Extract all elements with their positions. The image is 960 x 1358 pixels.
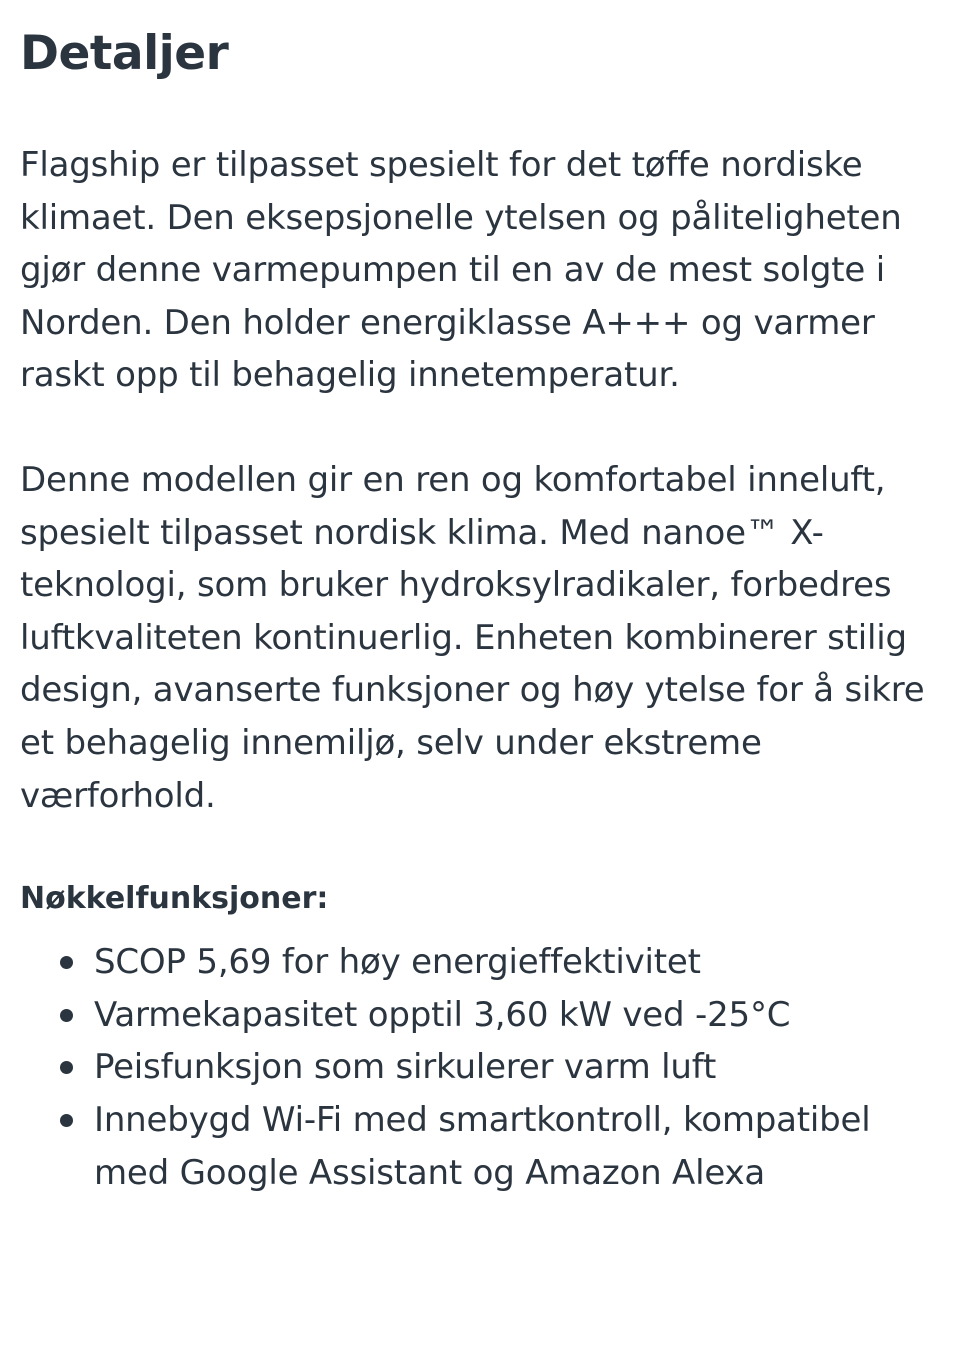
feature-text: Innebygd Wi-Fi med smartkontroll, kompatibel med Google Assistant og Amazon Alexa	[94, 1099, 871, 1193]
feature-item-scop	[20, 936, 945, 989]
feature-item-fireplace-function	[20, 1041, 945, 1094]
feature-text: Varmekapasitet opptil 3,60 kW ved -25°C	[94, 994, 791, 1035]
feature-text: Peisfunksjon som sirkulerer varm luft	[94, 1047, 717, 1088]
bullet-icon	[60, 1114, 73, 1127]
features-list	[20, 936, 945, 1199]
page-title: Detaljer	[20, 26, 229, 81]
feature-item-wifi	[20, 1094, 945, 1199]
details-section	[20, 22, 945, 1199]
feature-text: SCOP 5,69 for høy energieffektivitet	[94, 942, 701, 983]
bullet-icon	[60, 1061, 73, 1074]
bullet-icon	[60, 1009, 73, 1022]
description-paragraph-2: Denne modellen gir en ren og komfortabel inneluft, spesielt tilpasset nordisk klima. Med nanoe™ X-teknologi, som bruker hydroksylradikaler, forbedres luftkvaliteten kontinuerlig. Enheten kombinerer stilig design, avanserte funksjoner og høy ytelse for å sikre et behagelig innemiljø, selv under ekstreme værforhold.	[20, 459, 925, 816]
features-heading: Nøkkelfunksjoner:	[20, 881, 329, 917]
description-paragraph-1: Flagship er tilpasset spesielt for det tøffe nordiske klimaet. Den eksepsjonelle ytelsen og påliteligheten gjør denne varmepumpen til en av de mest solgte i Norden. Den holder energiklasse A+++ og varmer raskt opp til behagelig innetemperatur.	[20, 145, 902, 396]
bullet-icon	[60, 956, 73, 969]
feature-item-heating-capacity	[20, 989, 945, 1042]
